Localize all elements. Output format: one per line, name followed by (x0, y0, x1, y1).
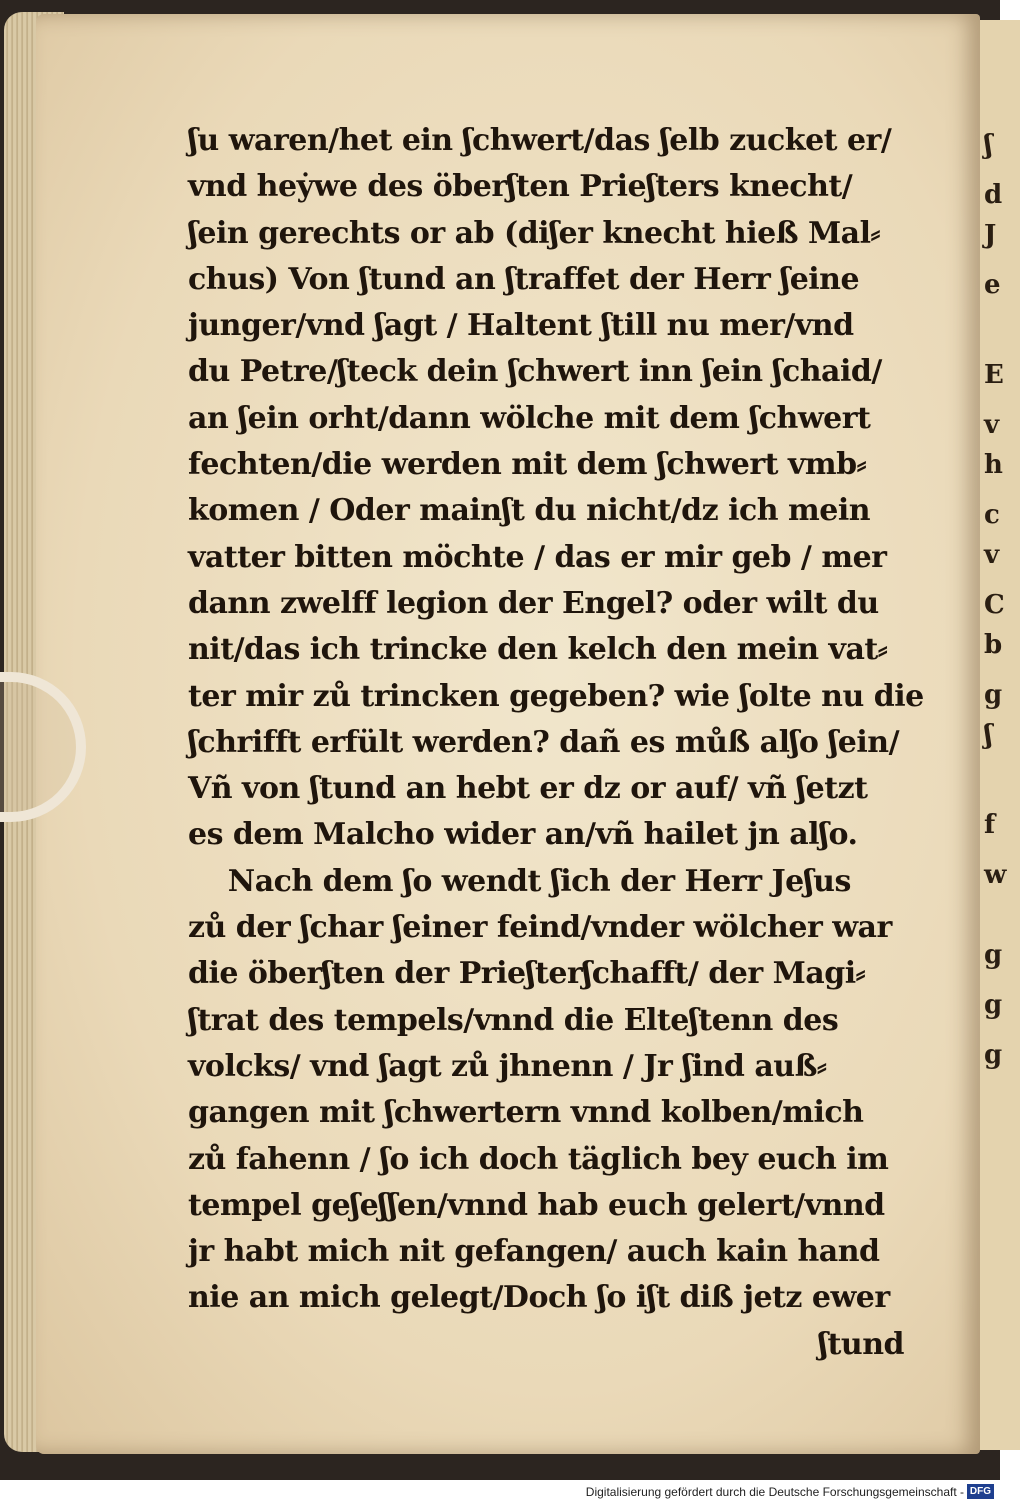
text-line: vnd heẏwe des öberʃten Prieʃters knecht/ (188, 169, 853, 205)
dfg-logo: DFG (967, 1484, 994, 1499)
text-line: fechten/die werden mit dem ʃchwert vmb⸗ (188, 447, 867, 483)
digitization-footer (0, 1480, 1000, 1504)
page-text (188, 118, 924, 1368)
text-line: die öberʃten der Prieʃterʃchafft/ der Magi⸗ (188, 956, 866, 992)
text-line: ʃu waren/het ein ʃchwert/das ʃelb zucket er/ (188, 123, 892, 158)
paragraph-start-line: Nach dem ʃo wendt ʃich der Herr Jeʃus (188, 863, 851, 899)
text-line: dann zwelff legion der Engel? oder wilt du (188, 585, 879, 621)
text-line: ʃein gerechts or ab (diʃer knecht hieß Mal⸗ (188, 215, 880, 251)
text-line: nie an mich gelegt/Doch ʃo iʃt diß jetz ewer (188, 1280, 890, 1316)
text-line: du Petre/ʃteck dein ʃchwert inn ʃein ʃchaid/ (188, 354, 882, 390)
catchword: ʃtund (818, 1326, 904, 1362)
text-line: ter mir zů trincken gegeben? wie ʃolte nu die (188, 678, 924, 714)
text-line: es dem Malcho wider an/vñ hailet jn alʃo. (188, 817, 858, 853)
text-line: komen / Oder mainʃt du nicht/dz ich mein (188, 493, 871, 529)
funding-credit: Digitalisierung gefördert durch die Deutsche Forschungsgemeinschaft - (585, 1485, 964, 1499)
text-line: vatter bitten möchte / das er mir geb / mer (188, 539, 887, 575)
text-line: zů fahenn / ʃo ich doch täglich bey euch im (188, 1141, 889, 1177)
text-line: volcks/ vnd ʃagt zů jhnenn / Jr ʃind auß⸗ (188, 1048, 827, 1084)
text-line: tempel geʃeʃʃen/vnnd hab euch gelert/vnnd (188, 1187, 885, 1223)
text-line: ʃchrifft erfült werden? dañ es můß alʃo ʃein/ (188, 724, 900, 760)
text-line: jr habt mich nit gefangen/ auch kain hand (188, 1234, 880, 1270)
text-line: chus) Von ʃtund an ʃtraffet der Herr ʃeine (188, 261, 860, 297)
text-line: an ʃein orht/dann wölche mit dem ʃchwert (188, 400, 871, 436)
text-line: ʃtrat des tempels/vnnd die Elteʃtenn des (188, 1002, 839, 1038)
text-line: nit/das ich trincke den kelch den mein vat⸗ (188, 632, 888, 668)
adjacent-page-edge: ʃ d J e E v h c v C b g ʃ f w g g g (980, 20, 1020, 1450)
text-line: Vñ von ʃtund an hebt er dz or auf/ vñ ʃetzt (188, 771, 868, 807)
text-line: gangen mit ʃchwertern vnnd kolben/mich (188, 1095, 864, 1131)
text-line: junger/vnd ʃagt / Haltent ʃtill nu mer/vnd (188, 308, 854, 344)
text-line: zů der ʃchar ʃeiner feind/vnder wölcher war (188, 910, 892, 946)
